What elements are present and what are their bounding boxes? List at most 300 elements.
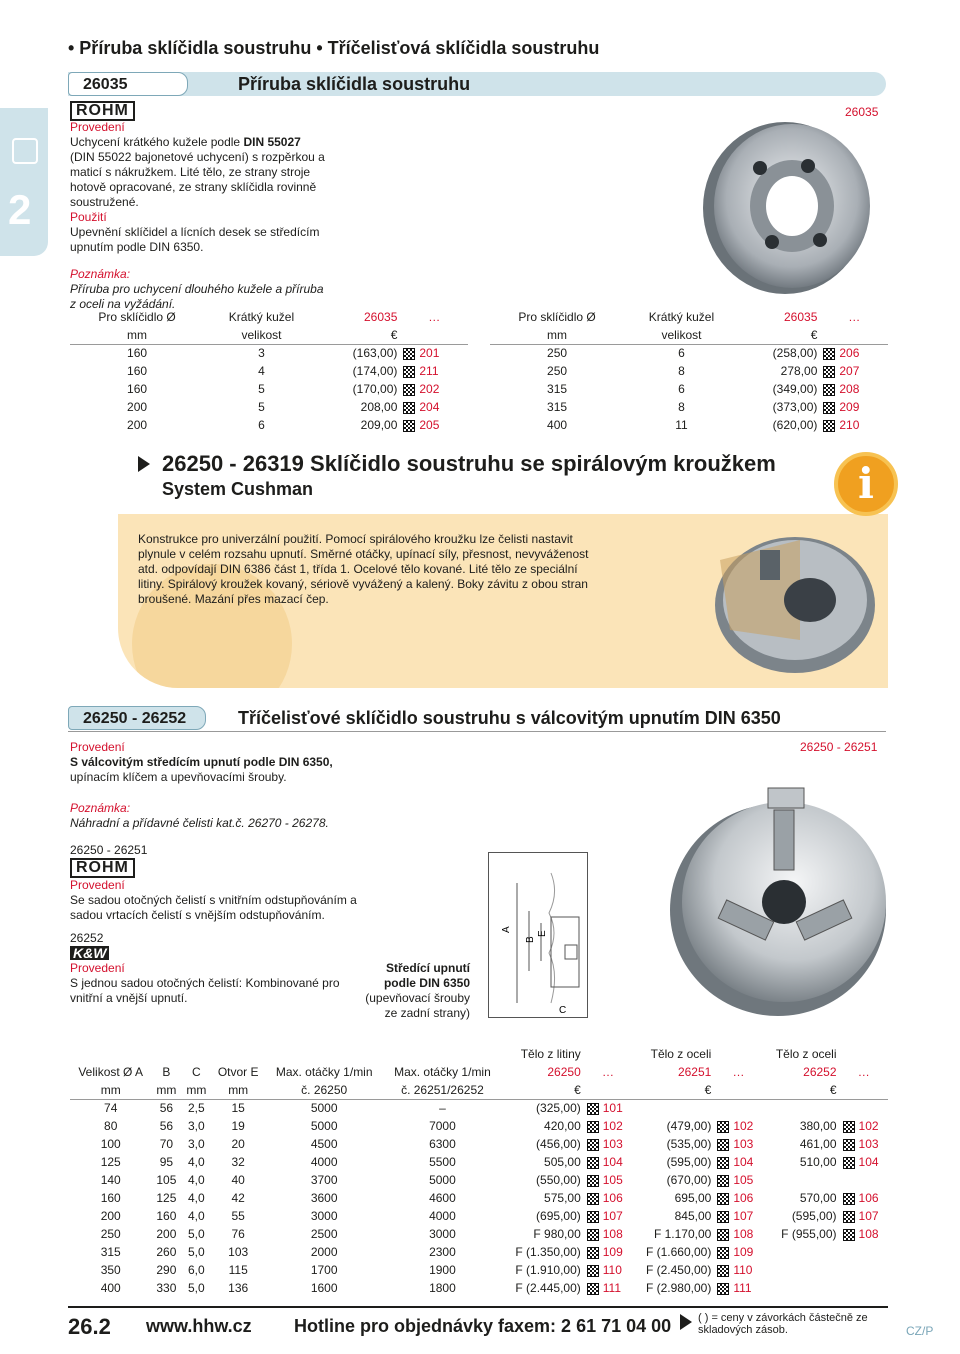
cell-suffix: 208 [820, 380, 888, 398]
region-code: CZ/P [906, 1324, 934, 1338]
cell-suffix: 104 [840, 1153, 888, 1171]
qr-code-icon [403, 402, 415, 414]
qr-code-icon [717, 1175, 729, 1187]
cell-price [763, 1279, 840, 1297]
cell-price: F 1.170,00 [653, 1227, 712, 1241]
table-row [70, 362, 468, 380]
cell-price: F (1.910,00) [515, 1263, 581, 1277]
table-row [70, 344, 468, 362]
section-code: 26035 [68, 72, 188, 96]
cell-suffix: 205 [400, 416, 468, 434]
variant-b-code: 26252 [70, 931, 104, 945]
cell-price: (170,00) [352, 382, 398, 396]
cell-price: (258,00) [772, 346, 818, 361]
cell-diameter: 200 [127, 418, 148, 432]
cell-value: 125 [156, 1191, 177, 1205]
cell-value: 5500 [429, 1155, 456, 1169]
cell-price [763, 1261, 840, 1279]
website-link[interactable]: www.hhw.cz [146, 1316, 252, 1336]
brand-logo-kw: K&W [70, 946, 340, 961]
brand-logo-rohm: RÖHM [70, 101, 135, 121]
cell-price: (595,00) [791, 1209, 837, 1223]
flange-table-right: Pro sklíčidlo Ø Krátký kužel 26035 … mm velikost € 250 6 (258,00) 206 250 8 278,00 207 315 6 (349,00) 208 315 8 (373,00) 209 400 11 (620,00) 210 [490, 308, 888, 434]
cell-price: (479,00) [666, 1119, 712, 1133]
col-header: Max. otáčky 1/min [394, 1065, 491, 1079]
cell-price: F (2.450,00) [645, 1263, 712, 1277]
cell-value: 260 [156, 1245, 177, 1259]
info-title: 26250 - 26319 Sklíčidlo soustruhu se spirálovým kroužkem [162, 451, 776, 476]
cell-price [632, 1099, 714, 1117]
qr-code-icon [717, 1157, 729, 1169]
cell-price: 209,00 [360, 418, 398, 432]
group-header-steel-1: Tělo z oceli [650, 1047, 712, 1061]
price-note: ( ) = ceny v závorkách částečně ze skladových zásob. [698, 1312, 868, 1336]
cell-suffix: 106 [840, 1189, 888, 1207]
cell-price: (670,00) [666, 1173, 712, 1187]
qr-code-icon [843, 1229, 855, 1241]
cell-price [763, 1099, 840, 1117]
cell-suffix: 110 [584, 1261, 632, 1279]
col-header: B [162, 1065, 171, 1079]
qr-code-icon [587, 1157, 599, 1169]
cell-value: 330 [156, 1281, 177, 1295]
qr-code-icon [717, 1229, 729, 1241]
col-unit [840, 1081, 888, 1099]
cell-value: 3600 [310, 1191, 338, 1205]
qr-code-icon [717, 1139, 729, 1151]
cell-price: (373,00) [772, 400, 818, 414]
cell-size: 250 [100, 1227, 121, 1241]
table-row [70, 1279, 888, 1297]
cell-price: 278,00 [780, 364, 818, 378]
info-icon: i [834, 452, 898, 516]
cell-price: F (955,00) [781, 1227, 837, 1241]
cell-suffix: 108 [584, 1225, 632, 1243]
cell-price: 380,00 [799, 1119, 837, 1133]
cell-price: 695,00 [674, 1191, 712, 1205]
qr-code-icon [587, 1265, 599, 1277]
cell-value: 5,0 [188, 1281, 205, 1295]
table-row [70, 1207, 888, 1225]
cell-price [763, 1171, 840, 1189]
section-header-26035 [68, 72, 886, 96]
cell-suffix: 103 [714, 1135, 762, 1153]
info-text: Konstrukce pro univerzální použití. Pomocí spirálového kroužku lze čelisti nastavit plynule v celém rozsahu upnutí. Směrné otáčky, upínací síly, přesnost, nevyváženost atd. odpovídají DIN 6386 část 1, třída 1. Ocelové tělo kované. Lité tělo ze speciální litiny. Spirálový kroužek kovaný, sériově vyvážený a kalený. Boky závitu z obou stran broušené. Mazání přes mazací čep. [138, 532, 589, 606]
cell-diameter: 400 [547, 418, 568, 432]
cell-value: 56 [159, 1119, 174, 1133]
cell-value: 200 [156, 1227, 177, 1241]
cell-suffix: 109 [714, 1243, 762, 1261]
qr-code-icon [717, 1247, 729, 1259]
cell-size: 315 [100, 1245, 121, 1259]
cell-suffix: 104 [714, 1153, 762, 1171]
col-price: 26035 [364, 310, 398, 324]
cell-suffix: 105 [714, 1171, 762, 1189]
provedeni-label: Provedení [70, 120, 125, 134]
col-unit: € [829, 1082, 837, 1097]
qr-code-icon [403, 348, 415, 360]
col-unit: č. 26251/26252 [401, 1082, 484, 1097]
dim-label-e: E [537, 930, 548, 937]
chapter-tab[interactable] [0, 108, 48, 256]
cell-size: 74 [104, 1101, 118, 1116]
cell-suffix: 101 [584, 1099, 632, 1117]
cell-price: 510,00 [799, 1155, 837, 1169]
dim-label-a: A [501, 926, 512, 933]
qr-code-icon [587, 1211, 599, 1223]
dim-label-b: B [525, 936, 536, 943]
cell-suffix [840, 1261, 888, 1279]
qr-code-icon [823, 366, 835, 378]
cell-value: 4500 [310, 1137, 338, 1151]
cell-price: 845,00 [674, 1209, 712, 1223]
cell-price: F (1.350,00) [515, 1245, 581, 1259]
table-row [70, 1117, 888, 1135]
poznamka-label: Poznámka: [70, 267, 131, 281]
cell-size: 350 [100, 1263, 121, 1277]
cell-suffix: 110 [714, 1261, 762, 1279]
qr-code-icon [587, 1175, 599, 1187]
pouziti-label: Použití [70, 210, 107, 224]
cell-price: (456,00) [536, 1137, 581, 1151]
variant-a-text: Se sadou otočných čelistí s vnitřním odstupňováním a sadou vrtacích čelistí s vnějším odstupňováním. [70, 893, 357, 922]
variant-b-text: S jednou sadou otočných čelistí: Kombinované pro vnitřní a vnější upnutí. [70, 976, 340, 1005]
cell-diameter: 160 [127, 382, 148, 396]
cell-size: 100 [100, 1137, 121, 1151]
section-arrow-icon [138, 456, 150, 472]
cell-value: 3000 [310, 1209, 338, 1223]
cell-suffix: 104 [584, 1153, 632, 1171]
cell-suffix: 204 [400, 398, 468, 416]
cell-value: 1900 [429, 1263, 456, 1277]
cell-value: 5000 [310, 1119, 338, 1133]
qr-code-icon [843, 1157, 855, 1169]
cell-value: 136 [228, 1281, 249, 1295]
cell-suffix: 107 [584, 1207, 632, 1225]
col-unit [714, 1081, 762, 1099]
qr-code-icon [717, 1193, 729, 1205]
table-row [70, 380, 468, 398]
cell-size: 400 [100, 1281, 121, 1295]
image-code-26035: 26035 [845, 105, 879, 119]
col-unit [584, 1081, 632, 1099]
cell-suffix: 111 [714, 1279, 762, 1297]
cell-price: 461,00 [799, 1137, 837, 1151]
table-row [70, 398, 468, 416]
cell-value: 2000 [310, 1245, 338, 1259]
cell-suffix: 106 [584, 1189, 632, 1207]
cell-suffix [840, 1243, 888, 1261]
cell-taper: 6 [678, 346, 685, 361]
cell-value: 2500 [310, 1227, 338, 1241]
cell-value: 4,0 [188, 1173, 205, 1187]
cell-suffix: 105 [584, 1171, 632, 1189]
cell-price: (695,00) [536, 1209, 581, 1223]
qr-code-icon [403, 420, 415, 432]
cell-suffix: 108 [840, 1225, 888, 1243]
qr-code-icon [843, 1211, 855, 1223]
cell-suffix [840, 1279, 888, 1297]
table-row [490, 398, 888, 416]
qr-code-icon [823, 384, 835, 396]
col-header: … [601, 1065, 614, 1079]
cell-taper: 5 [258, 382, 265, 396]
table-row [70, 1099, 888, 1117]
cell-value: 56 [159, 1101, 174, 1116]
section-title: Příruba sklíčidla soustruhu [238, 74, 471, 94]
qr-code-icon [823, 420, 835, 432]
cell-suffix: 106 [714, 1189, 762, 1207]
cell-taper: 8 [678, 364, 685, 378]
cell-size: 200 [100, 1209, 121, 1223]
qr-code-icon [717, 1283, 729, 1295]
cell-value: 5000 [429, 1173, 456, 1187]
qr-code-icon [587, 1121, 599, 1133]
col-header: Otvor E [217, 1065, 259, 1079]
table-row [70, 416, 468, 434]
cell-diameter: 250 [547, 346, 568, 361]
chapter-number: 2 [8, 186, 32, 233]
cell-price [763, 1243, 840, 1261]
cell-value: 70 [159, 1137, 174, 1151]
cell-value: 290 [156, 1263, 177, 1277]
cell-suffix: 207 [820, 362, 888, 380]
qr-code-icon [823, 348, 835, 360]
cell-suffix: 103 [840, 1135, 888, 1153]
col-header: Max. otáčky 1/min [275, 1065, 373, 1079]
page-title: • Příruba sklíčidla soustruhu • Tříčelisťová sklíčidla soustruhu [68, 38, 600, 58]
qr-code-icon [843, 1193, 855, 1205]
cell-taper: 6 [258, 418, 265, 432]
variant-a-label: Provedení [70, 878, 125, 892]
col-unit: mm [228, 1082, 249, 1097]
cell-size: 125 [100, 1155, 121, 1169]
cell-suffix: 211 [400, 362, 468, 380]
cell-value: 4,0 [188, 1191, 205, 1205]
cell-value: 4600 [429, 1191, 456, 1205]
cell-diameter: 160 [127, 346, 148, 361]
cell-price: 570,00 [799, 1191, 837, 1205]
cell-value: 4000 [429, 1209, 456, 1223]
col-unit: mm [156, 1082, 177, 1097]
cell-price: F (1.660,00) [645, 1245, 712, 1259]
cell-suffix: 102 [584, 1117, 632, 1135]
section-code-26250: 26250 - 26252 [68, 706, 206, 730]
cell-value: 6300 [429, 1137, 456, 1151]
cell-price: 208,00 [360, 400, 398, 414]
cell-taper: 4 [258, 364, 265, 378]
col-header: 26250 [547, 1065, 581, 1079]
qr-code-icon [587, 1193, 599, 1205]
cell-value: 4000 [310, 1155, 338, 1169]
cell-suffix: 210 [820, 416, 888, 434]
col-header: 26252 [803, 1065, 837, 1079]
cell-value: 1700 [310, 1263, 338, 1277]
variant-a-code: 26250 - 26251 [70, 843, 148, 857]
cell-price: 575,00 [544, 1191, 581, 1205]
cell-value: 160 [156, 1209, 177, 1223]
qr-code-icon [403, 384, 415, 396]
cell-price: (620,00) [772, 418, 818, 432]
qr-code-icon [587, 1247, 599, 1259]
provedeni-text-3: upínacím klíčem a upevňovacími šrouby. [70, 770, 287, 784]
qr-code-icon [587, 1283, 599, 1295]
table-row [490, 362, 888, 380]
chuck-icon [12, 138, 38, 164]
col-diameter: Pro sklíčidlo Ø [98, 310, 176, 324]
cell-suffix: 209 [820, 398, 888, 416]
col-unit: mm [100, 1082, 121, 1097]
cell-price: (349,00) [772, 382, 818, 396]
spiral-chuck-image [700, 520, 880, 680]
section-header-26250 [68, 706, 886, 730]
group-header-steel-2: Tělo z oceli [775, 1047, 837, 1061]
chuck-table [70, 1045, 888, 1297]
table-row [490, 380, 888, 398]
table-row [490, 416, 888, 434]
cell-value: 3700 [310, 1173, 338, 1187]
qr-code-icon [587, 1139, 599, 1151]
cell-value: 1800 [429, 1281, 456, 1295]
qr-code-icon [717, 1121, 729, 1133]
cell-price: (163,00) [352, 346, 398, 361]
col-header: … [732, 1065, 745, 1079]
variant-b-label: Provedení [70, 961, 125, 975]
cell-price: F 980,00 [533, 1227, 581, 1241]
table-row [70, 1189, 888, 1207]
cell-suffix: 107 [840, 1207, 888, 1225]
cell-value: 15 [231, 1101, 245, 1116]
pouziti-text: Upevnění sklíčidel a lícních desek se středícím upnutím podle DIN 6350. [70, 225, 320, 254]
cell-value: 3,0 [188, 1119, 205, 1133]
table-row [70, 1171, 888, 1189]
cell-suffix [840, 1171, 888, 1189]
cell-value: 4,0 [188, 1155, 205, 1169]
cell-taper: 3 [258, 346, 265, 361]
qr-code-icon [403, 366, 415, 378]
footer [68, 1306, 934, 1344]
col-header: C [192, 1065, 201, 1079]
cell-value: 6,0 [188, 1263, 205, 1277]
col-header: … [857, 1065, 870, 1079]
cell-diameter: 250 [547, 364, 568, 378]
cell-price: 420,00 [544, 1119, 581, 1133]
cell-value: 1600 [310, 1281, 338, 1295]
flange-image [690, 108, 880, 298]
cell-value: 32 [231, 1155, 245, 1169]
col-unit: č. 26250 [301, 1082, 348, 1097]
cell-value: 42 [231, 1191, 245, 1205]
cell-value: 2,5 [188, 1101, 205, 1116]
cell-taper: 6 [678, 382, 685, 396]
cell-value: 3000 [429, 1227, 456, 1241]
cell-value: 105 [156, 1173, 177, 1187]
cell-price: (535,00) [666, 1137, 712, 1151]
cell-price: (595,00) [666, 1155, 712, 1169]
table-row [70, 1225, 888, 1243]
cell-price: F (2.445,00) [515, 1281, 581, 1295]
cell-suffix: 102 [840, 1117, 888, 1135]
cell-value: 55 [231, 1209, 245, 1223]
section-title-26250: Tříčelisťové sklíčidlo soustruhu s válcovitým upnutím DIN 6350 [238, 708, 781, 728]
provedeni-label-3: Provedení [70, 740, 125, 754]
image-code-26250: 26250 - 26251 [800, 740, 878, 754]
flange-table-left: Pro sklíčidlo Ø Krátký kužel 26035 … mm velikost € 160 3 (163,00) 201 160 4 (174,00) 211 160 5 (170,00) 202 200 5 208,00 204 200 6 209,00 205 [70, 308, 468, 434]
brand-logo-rohm-2: RÖHM [70, 858, 360, 878]
provedeni-bold-3: S válcovitým středícím upnutí podle DIN 6350, [70, 755, 333, 769]
cell-value: 103 [228, 1245, 249, 1259]
cell-value: 5,0 [188, 1227, 205, 1241]
cell-value: 3,0 [188, 1137, 205, 1151]
cell-diameter: 200 [127, 400, 148, 414]
cell-diameter: 315 [547, 400, 568, 414]
table-row [70, 1261, 888, 1279]
cell-value: – [439, 1101, 446, 1116]
table-row [70, 1153, 888, 1171]
qr-code-icon [587, 1229, 599, 1241]
qr-code-icon [823, 402, 835, 414]
cell-suffix [840, 1099, 888, 1117]
cell-suffix: 103 [584, 1135, 632, 1153]
table-row [70, 1243, 888, 1261]
dim-label-c: C [559, 1005, 567, 1016]
qr-code-icon [843, 1139, 855, 1151]
col-suffix: … [428, 310, 441, 324]
cell-value: 5,0 [188, 1245, 205, 1259]
cell-taper: 11 [675, 418, 688, 432]
cell-price: (325,00) [536, 1101, 581, 1116]
cell-suffix: 108 [714, 1225, 762, 1243]
cell-price: 505,00 [544, 1155, 581, 1169]
cell-suffix: 201 [400, 344, 468, 362]
cell-size: 140 [100, 1173, 121, 1187]
cell-price: (550,00) [536, 1173, 581, 1187]
cell-suffix: 109 [584, 1243, 632, 1261]
cell-suffix: 206 [820, 344, 888, 362]
cell-value: 19 [231, 1119, 245, 1133]
table-row [490, 344, 888, 362]
qr-code-icon [587, 1103, 599, 1115]
cell-suffix: 102 [714, 1117, 762, 1135]
cell-value: 115 [228, 1263, 248, 1277]
page-number: 26.2 [68, 1314, 111, 1339]
poznamka-label-3: Poznámka: [70, 801, 131, 815]
cell-suffix: 202 [400, 380, 468, 398]
cell-size: 160 [100, 1191, 121, 1205]
cell-suffix: 107 [714, 1207, 762, 1225]
cell-size: 80 [104, 1119, 118, 1133]
col-unit: € [574, 1082, 581, 1097]
cell-suffix [714, 1099, 762, 1117]
cell-value: 40 [231, 1173, 245, 1187]
col-unit: mm [186, 1082, 207, 1097]
cell-diameter: 315 [547, 382, 568, 396]
table-row [70, 1135, 888, 1153]
cell-value: 4,0 [188, 1209, 205, 1223]
dimension-drawing [488, 852, 588, 1018]
poznamka-text: Příruba pro uchycení dlouhého kužele a příruba z oceli na vyžádání. [70, 282, 324, 311]
hotline: Hotline pro objednávky faxem: 2 61 71 04 00 [294, 1316, 672, 1336]
col-unit: € [704, 1082, 712, 1097]
col-header: 26251 [677, 1065, 712, 1079]
cell-value: 7000 [429, 1119, 456, 1133]
qr-code-icon [717, 1211, 729, 1223]
col-taper: Krátký kužel [228, 310, 295, 324]
cell-price: F (2.980,00) [645, 1281, 712, 1295]
cell-value: 5000 [310, 1101, 338, 1116]
centering-title: Středící upnutí podle DIN 6350 [383, 961, 470, 990]
cell-taper: 8 [678, 400, 685, 414]
